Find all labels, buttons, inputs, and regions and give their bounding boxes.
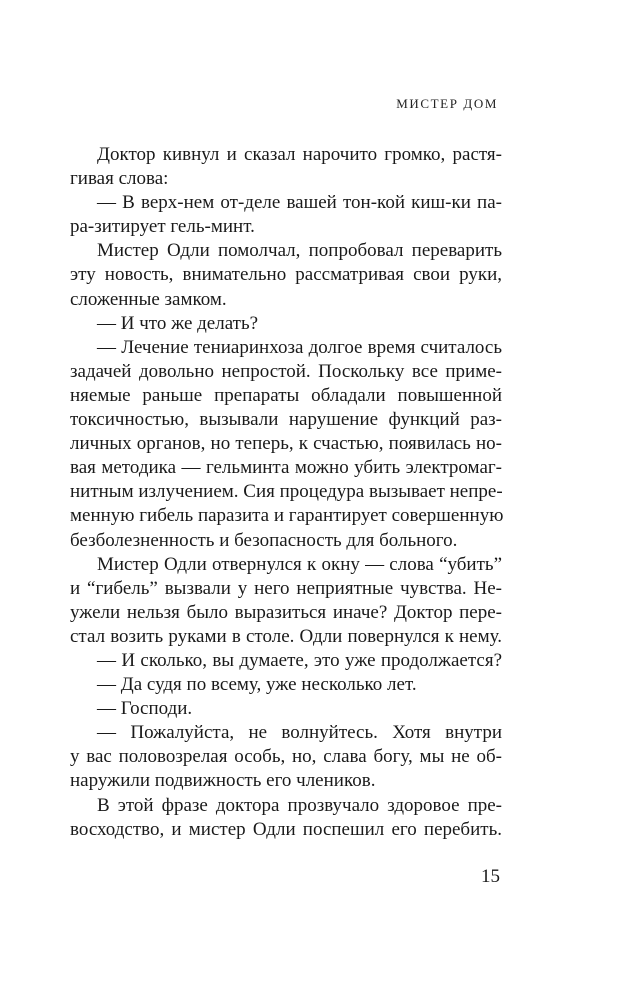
text-line: Доктор кивнул и сказал нарочито громко, растя- — [97, 144, 502, 165]
text-line: восходство, и мистер Одли поспешил его перебить. — [70, 818, 502, 840]
text-line: стал возить руками в столе. Одли повернулся к нему. — [70, 625, 502, 647]
text-line: — И что же делать? — [97, 312, 259, 334]
text-line: ужели нельзя было выразиться иначе? Доктор пере- — [70, 601, 502, 623]
text-line: — Господи. — [97, 698, 193, 720]
text-line: задачей довольно непростой. Поскольку все приме- — [70, 360, 502, 382]
text-line: Мистер Одли отвернулся к окну — слова “убить” — [97, 553, 502, 575]
text-line: — В верх-нем от-деле вашей тон-кой киш-ки па- — [97, 192, 502, 214]
text-line: — И сколько, вы думаете, это уже продолжается? — [97, 649, 502, 671]
text-line: Мистер Одли помолчал, попробовал переварить — [97, 240, 502, 262]
body-text — [70, 143, 502, 842]
text-line: безболезненность и безопасность для больного. — [70, 529, 458, 551]
text-line: и “гибель” вызвали у него неприятные чувства. Не- — [70, 577, 502, 599]
running-head: МИСТЕР ДОМ — [396, 96, 498, 111]
text-line: — Пожалуйста, не волнуйтесь. Хотя внутри — [97, 722, 502, 744]
text-line: наружили подвижность его члеников. — [70, 770, 376, 792]
text-line: ра-зитирует гель-минт. — [70, 216, 255, 238]
text-line: гивая слова: — [70, 168, 169, 190]
text-line: В этой фразе доктора прозвучало здоровое пре- — [97, 794, 502, 816]
page-number: 15 — [481, 866, 500, 887]
text-line: нитным излучением. Сия процедура вызывает непре- — [70, 481, 503, 503]
text-line: эту новость, внимательно рассматривая свои руки, — [70, 264, 502, 286]
text-line: — Лечение тениаринхоза долгое время считалось — [97, 336, 502, 358]
text-line: личных органов, но теперь, к счастью, появилась но- — [70, 433, 502, 455]
text-line: у вас половозрелая особь, но, слава богу, мы не об- — [70, 746, 502, 768]
text-line: няемые раньше препараты обладали повышенной — [70, 384, 502, 406]
text-line: сложенные замком. — [70, 288, 227, 310]
text-line: менную гибель паразита и гарантирует совершенную — [70, 505, 504, 527]
text-line: токсичностью, вызывали нарушение функций раз- — [70, 409, 502, 431]
text-line: вая методика — гельминта можно убить электромаг- — [70, 457, 502, 479]
text-line: — Да судя по всему, уже несколько лет. — [97, 674, 417, 696]
